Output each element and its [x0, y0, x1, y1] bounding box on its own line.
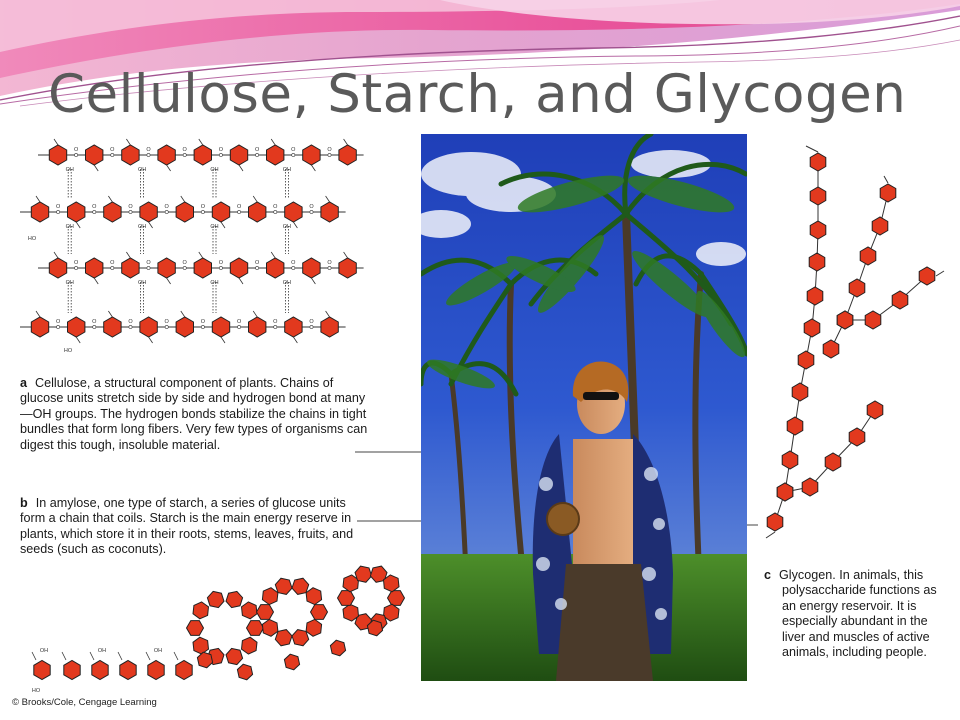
glucose-unit	[872, 217, 888, 235]
oh-label: OH	[153, 648, 163, 654]
hydroxyl-stub	[199, 252, 203, 258]
torso	[573, 439, 633, 569]
glycogen-branch	[823, 184, 896, 358]
glucose-unit	[86, 258, 103, 278]
glucose-unit	[802, 478, 818, 496]
glucose-unit	[311, 605, 328, 620]
glucose-unit	[31, 317, 48, 337]
glucose-unit	[275, 630, 292, 646]
glucose-unit	[777, 483, 793, 501]
glucose-unit	[339, 145, 356, 165]
glucose-unit	[303, 145, 320, 165]
oh-label: OH	[65, 280, 74, 286]
glucose-unit	[767, 513, 783, 531]
oh-label: OH	[65, 167, 74, 173]
glucose-unit	[292, 630, 309, 646]
bridge-oxygen	[256, 153, 259, 156]
glucose-unit	[267, 258, 284, 278]
hydroxyl-stub	[239, 165, 243, 171]
hydroxyl-stub	[344, 252, 348, 258]
oxygen-label: O	[236, 204, 242, 210]
glucose-unit	[867, 401, 883, 419]
oh-label: OH	[137, 167, 147, 173]
glycogen-branch	[767, 153, 826, 531]
glucose-unit	[798, 351, 814, 369]
glucose-unit	[86, 145, 103, 165]
hydroxyl-stub	[62, 652, 66, 660]
bridge-oxygen	[328, 153, 331, 156]
oxygen-label: O	[92, 319, 97, 325]
amylose-coil	[187, 566, 405, 680]
glucose-unit	[68, 317, 85, 337]
glucose-unit	[262, 588, 278, 605]
hydroxyl-stub	[181, 311, 185, 317]
caption-b	[20, 496, 365, 558]
bridge-oxygen	[165, 210, 168, 213]
glucose-unit	[810, 221, 826, 239]
glucose-unit	[249, 202, 266, 222]
bridge-oxygen	[219, 266, 222, 269]
coconut	[547, 503, 579, 535]
glycogen-branch	[777, 401, 883, 501]
oh-label: OH	[137, 280, 147, 286]
glucose-unit	[193, 602, 209, 619]
oxygen-label: O	[73, 260, 79, 266]
oxygen-label: O	[55, 204, 61, 210]
hydroxyl-stub	[54, 139, 58, 145]
glucose-unit	[303, 258, 320, 278]
glucose-unit	[158, 258, 175, 278]
oxygen-label: O	[182, 147, 187, 153]
bridge-oxygen	[147, 266, 150, 269]
coconut-palm-photo	[421, 134, 747, 681]
oxygen-label: O	[92, 204, 97, 210]
bridge-oxygen	[183, 266, 186, 269]
oh-label: OH	[282, 224, 292, 230]
cellulose-chain	[38, 139, 364, 171]
hydroxyl-stub	[32, 652, 36, 660]
oh-label: OH	[210, 167, 219, 173]
caption-c-letter: c	[764, 568, 772, 582]
bridge-oxygen	[274, 325, 277, 328]
glucose-unit	[267, 145, 284, 165]
glucose-unit	[187, 621, 204, 636]
shorts	[556, 564, 653, 681]
glucose-unit	[292, 578, 309, 594]
glucose-unit	[306, 619, 322, 636]
bridge-oxygen	[274, 210, 277, 213]
glucose-unit	[919, 267, 935, 285]
oh-label: OH	[97, 648, 107, 654]
bridge-oxygen	[256, 266, 259, 269]
glucose-unit	[257, 605, 274, 620]
glucose-unit	[804, 319, 820, 337]
caption-a	[20, 376, 380, 453]
hydroxyl-stub	[94, 278, 98, 284]
bridge-oxygen	[310, 325, 313, 328]
bridge-oxygen	[165, 325, 168, 328]
bridge-oxygen	[219, 153, 222, 156]
bridge-oxygen	[111, 266, 114, 269]
glucose-unit	[892, 291, 908, 309]
cellulose-chain	[20, 311, 346, 343]
hydroxyl-stub	[149, 337, 153, 343]
hydroxyl-stub	[126, 252, 130, 258]
glucose-unit	[807, 287, 823, 305]
hydroxyl-stub	[271, 252, 275, 258]
glucose-unit	[262, 619, 278, 636]
oh-label: OH	[282, 280, 292, 286]
glucose-unit	[284, 654, 299, 670]
oh-label: OH	[282, 167, 292, 173]
glucose-unit	[782, 451, 798, 469]
glucose-unit	[849, 428, 865, 446]
glucose-unit	[49, 258, 66, 278]
hydroxyl-stub	[126, 139, 130, 145]
oh-label: OH	[210, 224, 219, 230]
bridge-oxygen	[147, 153, 150, 156]
glucose-unit	[849, 279, 865, 297]
oxygen-label: O	[200, 204, 206, 210]
caption-c	[764, 568, 954, 660]
caption-a-text: Cellulose, a structural component of plants. Chains of glucose units stretch side by side and hydrogen bond at many —OH groups. The hydrogen bonds stabilize the chains in tight bundles that form long fibers. Very few types of organisms can digest this tough, insoluble material.	[20, 376, 368, 452]
oh-label: OH	[39, 648, 49, 654]
glucose-unit	[104, 317, 121, 337]
oxygen-label: O	[200, 319, 206, 325]
oxygen-label: O	[55, 319, 61, 325]
glucose-unit	[823, 340, 839, 358]
oxygen-label: O	[273, 204, 278, 210]
glucose-unit	[810, 187, 826, 205]
glucose-unit	[197, 652, 212, 668]
caption-a-letter: a	[20, 376, 28, 390]
glucose-unit	[330, 640, 345, 656]
ho-label: HO	[27, 236, 37, 242]
glucose-unit	[176, 661, 192, 680]
hydroxyl-stub	[253, 196, 257, 202]
glycosidic-bond	[775, 162, 818, 522]
glucose-unit	[237, 664, 252, 680]
glucose-unit	[230, 258, 247, 278]
oxygen-label: O	[254, 147, 260, 153]
hydroxyl-stub	[221, 222, 225, 228]
glucose-unit	[880, 184, 896, 202]
hydroxyl-stub	[90, 652, 94, 660]
hydroxyl-stub	[293, 337, 297, 343]
caption-c-text: Glycogen. In animals, this polysaccharide functions as an energy reservoir. It is especially abundant in the liver and muscles of active animals, including people.	[779, 568, 937, 660]
glucose-unit	[810, 153, 826, 171]
glucose-unit	[212, 202, 229, 222]
bridge-oxygen	[310, 210, 313, 213]
bridge-oxygen	[75, 266, 78, 269]
glucose-unit	[122, 258, 139, 278]
hydroxyl-stub	[239, 278, 243, 284]
oxygen-label: O	[164, 204, 169, 210]
bridge-oxygen	[93, 325, 96, 328]
hydroxyl-stub	[181, 196, 185, 202]
glucose-unit	[230, 145, 247, 165]
oxygen-label: O	[110, 147, 115, 153]
bridge-oxygen	[93, 210, 96, 213]
bridge-oxygen	[328, 266, 331, 269]
ho-label: HO	[31, 688, 41, 694]
glucose-unit	[242, 602, 258, 619]
bridge-oxygen	[129, 210, 132, 213]
bridge-oxygen	[111, 153, 114, 156]
glucose-unit	[285, 317, 302, 337]
glucose-unit	[226, 591, 243, 607]
glucose-unit	[837, 311, 853, 329]
glucose-unit	[306, 588, 322, 605]
glycogen-structure	[766, 146, 944, 538]
glucose-unit	[825, 453, 841, 471]
hydroxyl-stub	[253, 311, 257, 317]
oxygen-label: O	[273, 319, 278, 325]
hydroxyl-stub	[146, 652, 150, 660]
bridge-oxygen	[57, 325, 60, 328]
oxygen-label: O	[146, 147, 151, 153]
glucose-unit	[34, 661, 50, 680]
glucose-unit	[275, 578, 292, 594]
hydroxyl-stub	[76, 222, 80, 228]
glucose-unit	[249, 317, 266, 337]
hydroxyl-stub	[76, 337, 80, 343]
glucose-unit	[339, 258, 356, 278]
bridge-oxygen	[129, 325, 132, 328]
glucose-unit	[104, 202, 121, 222]
hydroxyl-stub	[326, 196, 330, 202]
glucose-unit	[285, 202, 302, 222]
glucose-unit	[158, 145, 175, 165]
glucose-unit	[122, 145, 139, 165]
oxygen-label: O	[327, 147, 332, 153]
hydroxyl-stub	[118, 652, 122, 660]
glucose-unit	[242, 637, 258, 654]
glucose-unit	[321, 317, 338, 337]
bridge-oxygen	[75, 153, 78, 156]
glucose-unit	[140, 317, 157, 337]
hydroxyl-stub	[311, 165, 315, 171]
sunglasses	[583, 392, 619, 400]
glucose-unit	[247, 621, 264, 636]
cellulose-structure	[20, 139, 364, 354]
hydroxyl-stub	[199, 139, 203, 145]
glucose-unit	[49, 145, 66, 165]
glucose-unit	[865, 311, 881, 329]
glucose-unit	[176, 317, 193, 337]
hydroxyl-stub	[167, 165, 171, 171]
bridge-oxygen	[238, 210, 241, 213]
bridge-oxygen	[183, 153, 186, 156]
bridge-oxygen	[201, 325, 204, 328]
glucose-unit	[860, 247, 876, 265]
oxygen-label: O	[110, 260, 115, 266]
oh-label: OH	[137, 224, 147, 230]
bridge-oxygen	[292, 153, 295, 156]
glucose-unit	[193, 637, 209, 654]
oxygen-label: O	[236, 319, 242, 325]
glucose-unit	[809, 253, 825, 271]
glucose-unit	[355, 566, 372, 582]
cellulose-chain	[38, 252, 364, 284]
oxygen-label: O	[327, 260, 332, 266]
amylose-chain	[32, 648, 192, 694]
hydroxyl-stub	[108, 311, 112, 317]
glucose-unit	[321, 202, 338, 222]
hydroxyl-stub	[36, 196, 40, 202]
glucose-unit	[194, 258, 211, 278]
hydroxyl-stub	[293, 222, 297, 228]
bridge-oxygen	[238, 325, 241, 328]
oxygen-label: O	[146, 260, 151, 266]
oxygen-label: O	[128, 204, 133, 210]
caption-b-letter: b	[20, 496, 28, 510]
bridge-oxygen	[201, 210, 204, 213]
chain-end	[936, 271, 944, 276]
glucose-unit	[792, 383, 808, 401]
hydroxyl-stub	[94, 165, 98, 171]
glucose-unit	[68, 202, 85, 222]
oxygen-label: O	[218, 147, 224, 153]
oxygen-label: O	[309, 319, 314, 325]
caption-b-text: In amylose, one type of starch, a series of glucose units form a chain that coils. Starch is the main energy reserve in plants, which store it in their roots, stems, leaves, fruits, and seeds (such as coconuts).	[20, 496, 354, 557]
hydroxyl-stub	[311, 278, 315, 284]
chain-end	[884, 176, 888, 183]
slide-title: Cellulose, Starch, and Glycogen	[48, 64, 907, 125]
hydroxyl-stub	[174, 652, 178, 660]
hydroxyl-stub	[108, 196, 112, 202]
chain-end	[766, 532, 775, 538]
hydroxyl-stub	[149, 222, 153, 228]
glucose-unit	[207, 591, 224, 607]
hydroxyl-stub	[54, 252, 58, 258]
bridge-oxygen	[57, 210, 60, 213]
oxygen-label: O	[291, 147, 296, 153]
glucose-unit	[92, 661, 108, 680]
bridge-oxygen	[292, 266, 295, 269]
glucose-unit	[120, 661, 136, 680]
glucose-unit	[388, 591, 405, 606]
hydroxyl-stub	[221, 337, 225, 343]
oxygen-label: O	[73, 147, 79, 153]
glucose-unit	[212, 317, 229, 337]
glucose-unit	[787, 417, 803, 435]
oh-label: OH	[210, 280, 219, 286]
oxygen-label: O	[164, 319, 169, 325]
hydroxyl-stub	[36, 311, 40, 317]
oxygen-label: O	[128, 319, 133, 325]
glycogen-branch	[837, 267, 935, 329]
hydroxyl-stub	[271, 139, 275, 145]
ho-label: HO	[63, 348, 73, 354]
oxygen-label: O	[291, 260, 296, 266]
glucose-unit	[148, 661, 164, 680]
oh-label: OH	[65, 224, 74, 230]
hydroxyl-stub	[344, 139, 348, 145]
glucose-unit	[31, 202, 48, 222]
amylose-structure	[32, 566, 405, 694]
hydroxyl-stub	[326, 311, 330, 317]
hydroxyl-stub	[167, 278, 171, 284]
oxygen-label: O	[218, 260, 224, 266]
glucose-unit	[338, 591, 355, 606]
oxygen-label: O	[254, 260, 260, 266]
glucose-unit	[64, 661, 80, 680]
glucose-unit	[194, 145, 211, 165]
oxygen-label: O	[309, 204, 314, 210]
glucose-unit	[226, 648, 243, 664]
glucose-unit	[140, 202, 157, 222]
glucose-unit	[176, 202, 193, 222]
chain-end	[806, 146, 818, 152]
oxygen-label: O	[182, 260, 187, 266]
copyright-credit: © Brooks/Cole, Cengage Learning	[12, 697, 157, 708]
